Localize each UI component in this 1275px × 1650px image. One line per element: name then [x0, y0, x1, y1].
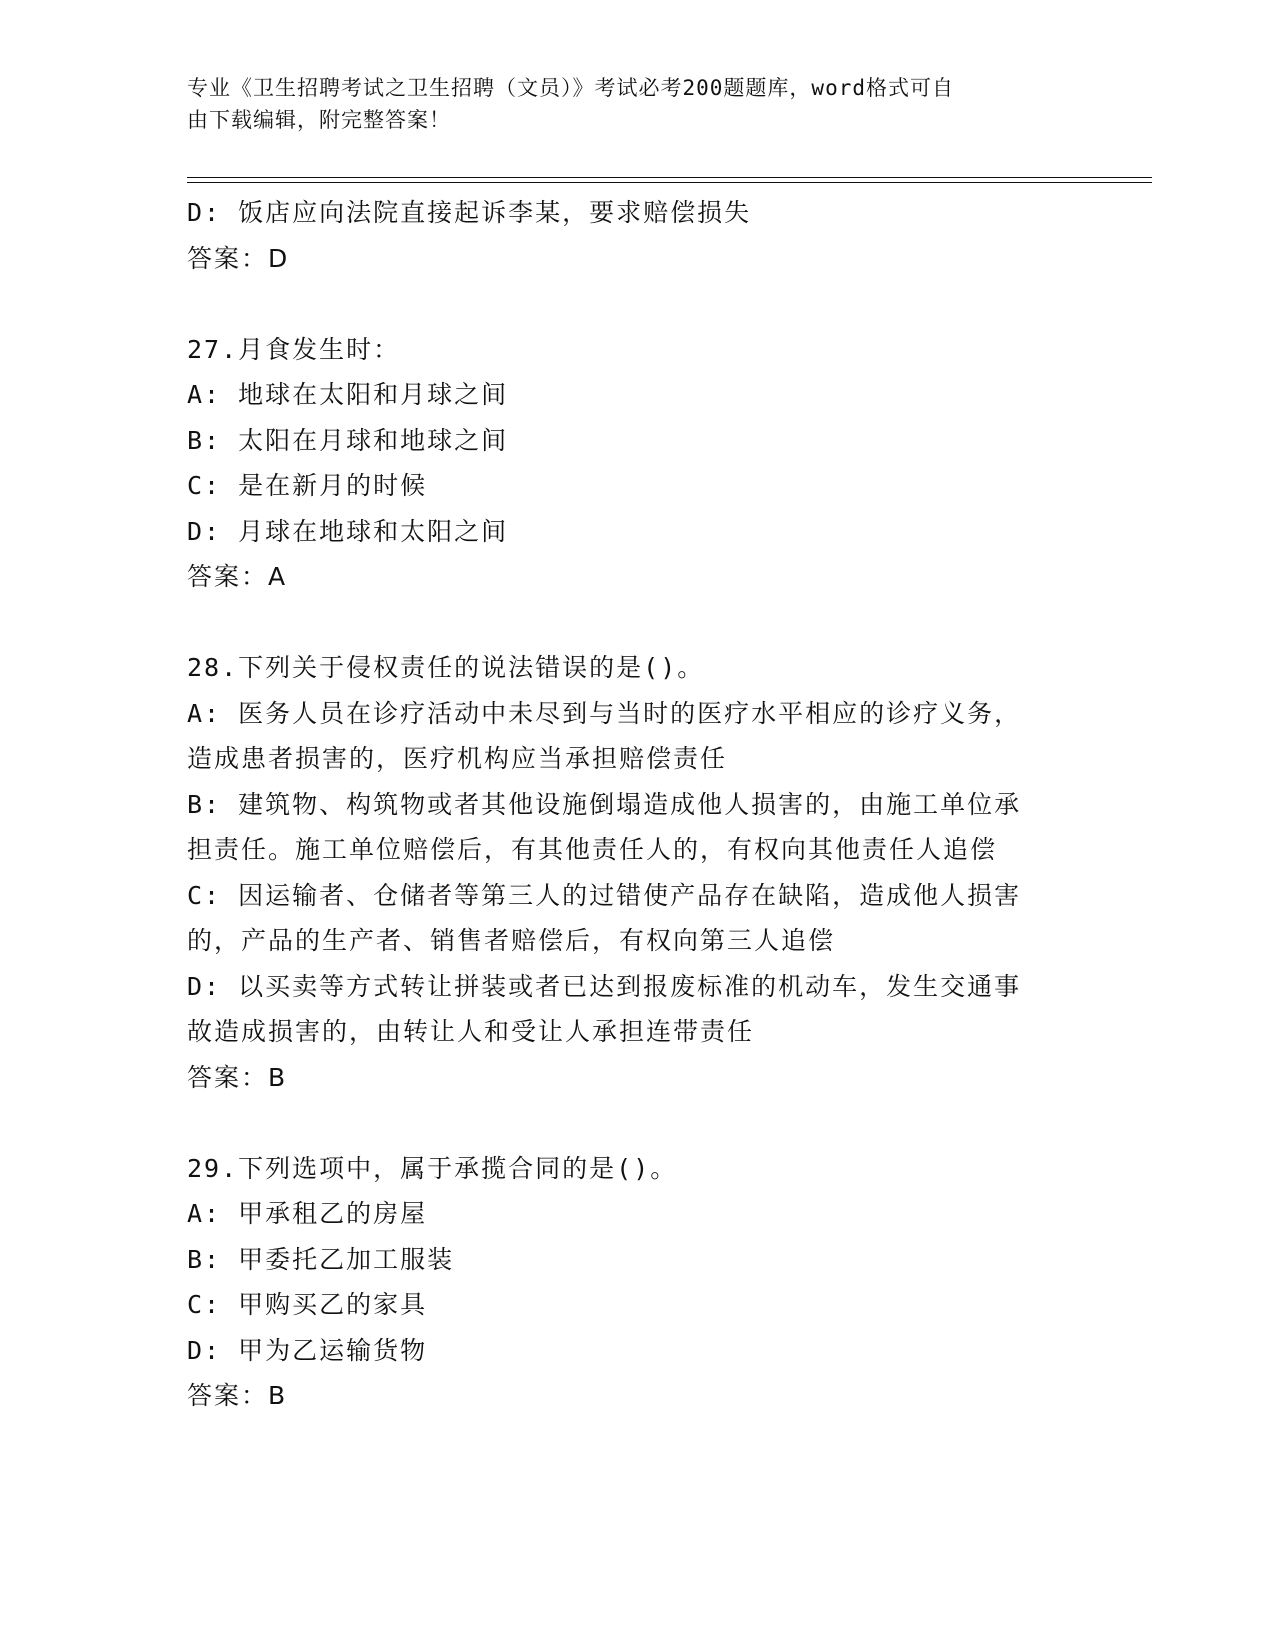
text-line: 29.下列选项中，属于承揽合同的是()。: [187, 1153, 678, 1183]
text-line: D: 月球在地球和太阳之间: [187, 516, 509, 546]
text-line: A: 医务人员在诊疗活动中未尽到与当时的医疗水平相应的诊疗义务，: [187, 698, 1022, 728]
text-line: 的，产品的生产者、销售者赔偿后，有权向第三人追偿: [187, 926, 836, 955]
header-divider-bottom: [187, 182, 1152, 183]
text-line: B: 建筑物、构筑物或者其他设施倒塌造成他人损害的，由施工单位承: [187, 789, 1022, 819]
text-line: C: 甲购买乙的家具: [187, 1290, 428, 1319]
spacer: [187, 281, 1087, 327]
question-content: [187, 190, 1087, 1419]
text-line: B: 太阳在月球和地球之间: [187, 425, 509, 455]
text-line: 27.月食发生时：: [187, 334, 401, 364]
text-line: C: 是在新月的时候: [187, 471, 428, 500]
answer-line: 答案：D: [187, 243, 290, 273]
text-line: 故造成损害的，由转让人和受让人承担连带责任: [187, 1017, 755, 1046]
header-line-2: 由下载编辑，附完整答案！: [187, 108, 451, 132]
header-divider-top: [187, 177, 1152, 178]
spacer: [187, 600, 1087, 646]
text-line: B: 甲委托乙加工服装: [187, 1244, 455, 1274]
text-line: A: 甲承租乙的房屋: [187, 1199, 428, 1228]
text-line: C: 因运输者、仓储者等第三人的过错使产品存在缺陷，造成他人损害: [187, 880, 1022, 910]
spacer: [187, 1100, 1087, 1146]
answer-line: 答案：A: [187, 562, 288, 591]
text-line: D: 以买卖等方式转让拼装或者已达到报废标准的机动车，发生交通事: [187, 971, 1022, 1001]
document-header: [187, 72, 1087, 136]
text-line: D: 甲为乙运输货物: [187, 1335, 428, 1365]
header-line-1: 专业《卫生招聘考试之卫生招聘（文员）》考试必考200题题库，word格式可自: [187, 76, 954, 100]
answer-line: 答案：B: [187, 1381, 288, 1410]
answer-line: 答案：B: [187, 1062, 288, 1092]
text-line: 担责任。施工单位赔偿后，有其他责任人的，有权向其他责任人追偿: [187, 835, 998, 864]
text-line: A: 地球在太阳和月球之间: [187, 380, 509, 409]
text-line: 造成患者损害的，医疗机构应当承担赔偿责任: [187, 744, 728, 773]
text-line: 28.下列关于侵权责任的说法错误的是()。: [187, 653, 705, 682]
text-line: D: 饭店应向法院直接起诉李某，要求赔偿损失: [187, 198, 752, 227]
